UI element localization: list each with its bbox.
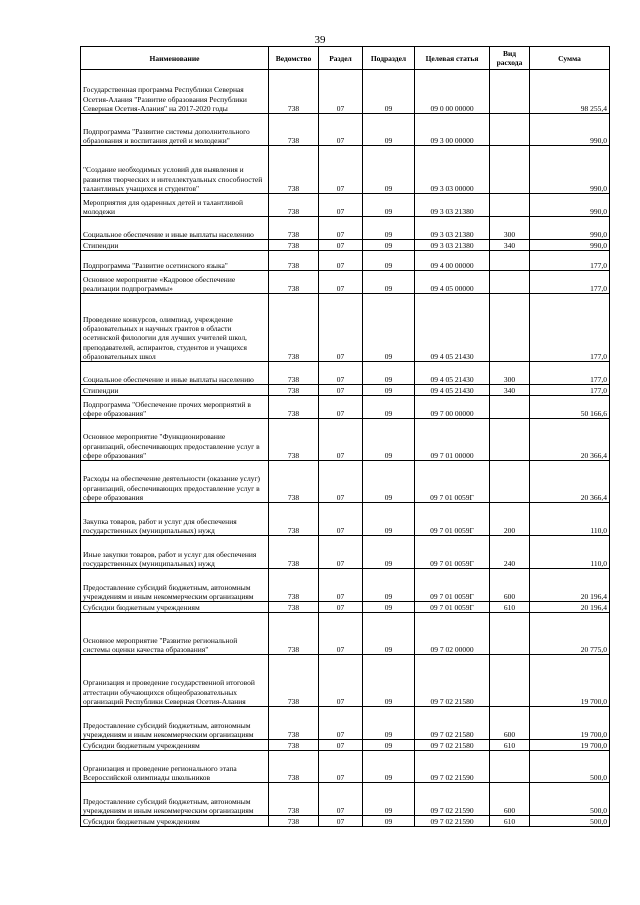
row-subsection: 09 [363, 655, 415, 707]
header-subsection: Подраздел [363, 47, 415, 70]
row-amount: 177,0 [530, 385, 610, 396]
row-section: 07 [319, 655, 363, 707]
row-department: 738 [269, 602, 319, 613]
row-section: 07 [319, 240, 363, 251]
table-row [81, 362, 610, 385]
row-target-article: 09 7 01 0059Г [415, 602, 490, 613]
row-name: Субсидии бюджетным учреждениям [81, 602, 269, 613]
table-row [81, 70, 610, 114]
row-expense-kind [490, 613, 530, 655]
row-department: 738 [269, 751, 319, 783]
row-subsection: 09 [363, 146, 415, 194]
row-department: 738 [269, 707, 319, 740]
row-amount: 990,0 [530, 194, 610, 217]
row-subsection: 09 [363, 385, 415, 396]
row-amount: 50 166,6 [530, 396, 610, 419]
row-section: 07 [319, 602, 363, 613]
row-target-article: 09 4 05 21430 [415, 362, 490, 385]
row-name: "Создание необходимых условий для выявления и развития творческих и интеллектуальных способностей талантливых учащихся и студентов" [81, 146, 269, 194]
row-expense-kind: 240 [490, 536, 530, 569]
row-name: Государственная программа Республики Северная Осетия-Алания "Развитие образования Республики Северная Осетия-Алания" на 2017-2020 годы [81, 70, 269, 114]
row-target-article: 09 7 01 0059Г [415, 569, 490, 602]
row-subsection: 09 [363, 251, 415, 271]
row-subsection: 09 [363, 602, 415, 613]
row-amount: 19 700,0 [530, 655, 610, 707]
row-department: 738 [269, 240, 319, 251]
row-name: Предоставление субсидий бюджетным, автономным учреждениям и иным некоммерческим организациям [81, 783, 269, 816]
table-header-row [81, 47, 610, 70]
row-expense-kind [490, 251, 530, 271]
row-target-article: 09 7 01 0059Г [415, 536, 490, 569]
row-expense-kind: 600 [490, 783, 530, 816]
row-department: 738 [269, 251, 319, 271]
table-row [81, 396, 610, 419]
row-expense-kind [490, 294, 530, 362]
row-department: 738 [269, 613, 319, 655]
row-expense-kind: 300 [490, 217, 530, 240]
header-target-article: Целевая статья [415, 47, 490, 70]
row-subsection: 09 [363, 740, 415, 751]
row-subsection: 09 [363, 783, 415, 816]
row-department: 738 [269, 146, 319, 194]
row-section: 07 [319, 70, 363, 114]
row-subsection: 09 [363, 419, 415, 461]
table-row [81, 536, 610, 569]
row-section: 07 [319, 146, 363, 194]
row-department: 738 [269, 194, 319, 217]
row-target-article: 09 7 02 21590 [415, 783, 490, 816]
row-expense-kind: 610 [490, 816, 530, 827]
row-target-article: 09 7 01 00000 [415, 419, 490, 461]
row-name: Предоставление субсидий бюджетным, автономным учреждениям и иным некоммерческим организациям [81, 707, 269, 740]
row-amount: 177,0 [530, 362, 610, 385]
row-name: Организация и проведение государственной итоговой аттестации обучающихся общеобразовательных организаций Республики Северная Осетия-Алания [81, 655, 269, 707]
row-department: 738 [269, 569, 319, 602]
table-row [81, 271, 610, 294]
row-section: 07 [319, 613, 363, 655]
row-amount: 500,0 [530, 783, 610, 816]
row-target-article: 09 7 02 21590 [415, 751, 490, 783]
row-amount: 110,0 [530, 536, 610, 569]
row-name: Стипендии [81, 385, 269, 396]
table-row [81, 569, 610, 602]
row-amount: 177,0 [530, 271, 610, 294]
row-name: Организация и проведение регионального этапа Всероссийской олимпиады школьников [81, 751, 269, 783]
row-amount: 990,0 [530, 114, 610, 146]
row-amount: 20 196,4 [530, 569, 610, 602]
table-row [81, 655, 610, 707]
row-section: 07 [319, 740, 363, 751]
row-name: Подпрограмма "Обеспечение прочих мероприятий в сфере образования" [81, 396, 269, 419]
row-amount: 177,0 [530, 251, 610, 271]
table-row [81, 783, 610, 816]
row-name: Подпрограмма "Развитие системы дополнительного образования и воспитания детей и молодежи" [81, 114, 269, 146]
row-expense-kind [490, 461, 530, 503]
row-target-article: 09 3 03 21380 [415, 240, 490, 251]
table-row [81, 613, 610, 655]
row-name: Стипендии [81, 240, 269, 251]
row-subsection: 09 [363, 536, 415, 569]
row-expense-kind [490, 396, 530, 419]
table-row [81, 602, 610, 613]
row-section: 07 [319, 419, 363, 461]
row-name: Подпрограмма "Развитие осетинского языка" [81, 251, 269, 271]
row-target-article: 09 7 02 21580 [415, 655, 490, 707]
row-subsection: 09 [363, 240, 415, 251]
row-expense-kind [490, 70, 530, 114]
budget-table [80, 46, 610, 827]
row-target-article: 09 7 02 21590 [415, 816, 490, 827]
row-department: 738 [269, 362, 319, 385]
row-department: 738 [269, 536, 319, 569]
row-expense-kind [490, 114, 530, 146]
row-target-article: 09 7 02 21580 [415, 740, 490, 751]
row-name: Субсидии бюджетным учреждениям [81, 740, 269, 751]
row-amount: 110,0 [530, 503, 610, 536]
row-target-article: 09 4 05 21430 [415, 294, 490, 362]
row-department: 738 [269, 217, 319, 240]
row-expense-kind: 610 [490, 740, 530, 751]
row-name: Основное мероприятие "Развитие региональной системы оценки качества образования" [81, 613, 269, 655]
row-department: 738 [269, 503, 319, 536]
header-department: Ведомство [269, 47, 319, 70]
row-amount: 98 255,4 [530, 70, 610, 114]
row-name: Основное мероприятие «Кадровое обеспечение реализации подпрограммы» [81, 271, 269, 294]
table-row [81, 461, 610, 503]
row-target-article: 09 4 05 21430 [415, 385, 490, 396]
row-name: Социальное обеспечение и иные выплаты населению [81, 362, 269, 385]
row-section: 07 [319, 385, 363, 396]
row-name: Мероприятия для одаренных детей и талантливой молодежи [81, 194, 269, 217]
row-subsection: 09 [363, 396, 415, 419]
table-row [81, 114, 610, 146]
row-subsection: 09 [363, 569, 415, 602]
row-expense-kind [490, 419, 530, 461]
row-section: 07 [319, 751, 363, 783]
row-target-article: 09 0 00 00000 [415, 70, 490, 114]
row-section: 07 [319, 816, 363, 827]
row-target-article: 09 3 03 21380 [415, 194, 490, 217]
row-amount: 500,0 [530, 751, 610, 783]
header-name: Наименование [81, 47, 269, 70]
row-subsection: 09 [363, 271, 415, 294]
table-row [81, 740, 610, 751]
table-row [81, 816, 610, 827]
row-amount: 990,0 [530, 217, 610, 240]
row-name: Проведение конкурсов, олимпиад, учреждение образовательных и научных грантов в области осетинской филологии для лучших учителей школ, преподавателей, аспирантов, студентов и учащихся образовательных школ [81, 294, 269, 362]
row-expense-kind: 610 [490, 602, 530, 613]
row-target-article: 09 4 00 00000 [415, 251, 490, 271]
row-department: 738 [269, 461, 319, 503]
row-department: 738 [269, 740, 319, 751]
row-name: Расходы на обеспечение деятельности (оказание услуг) организаций, обеспечивающих предоставление услуг в сфере образования [81, 461, 269, 503]
row-expense-kind [490, 146, 530, 194]
row-expense-kind: 340 [490, 385, 530, 396]
row-subsection: 09 [363, 114, 415, 146]
row-department: 738 [269, 385, 319, 396]
row-name: Субсидии бюджетным учреждениям [81, 816, 269, 827]
row-section: 07 [319, 396, 363, 419]
row-name: Предоставление субсидий бюджетным, автономным учреждениям и иным некоммерческим организациям [81, 569, 269, 602]
row-target-article: 09 7 00 00000 [415, 396, 490, 419]
table-row [81, 751, 610, 783]
row-subsection: 09 [363, 362, 415, 385]
row-section: 07 [319, 707, 363, 740]
page-number: 39 [314, 34, 326, 46]
row-department: 738 [269, 655, 319, 707]
row-section: 07 [319, 194, 363, 217]
row-expense-kind: 300 [490, 362, 530, 385]
row-department: 738 [269, 271, 319, 294]
row-target-article: 09 7 02 00000 [415, 613, 490, 655]
table-row [81, 251, 610, 271]
row-subsection: 09 [363, 707, 415, 740]
row-subsection: 09 [363, 70, 415, 114]
row-amount: 500,0 [530, 816, 610, 827]
row-expense-kind [490, 655, 530, 707]
row-target-article: 09 7 01 0059Г [415, 461, 490, 503]
table-row [81, 146, 610, 194]
row-subsection: 09 [363, 751, 415, 783]
row-department: 738 [269, 70, 319, 114]
row-subsection: 09 [363, 503, 415, 536]
row-section: 07 [319, 362, 363, 385]
row-section: 07 [319, 461, 363, 503]
header-section: Раздел [319, 47, 363, 70]
row-amount: 19 700,0 [530, 740, 610, 751]
row-expense-kind [490, 751, 530, 783]
row-section: 07 [319, 114, 363, 146]
row-target-article: 09 7 01 0059Г [415, 503, 490, 536]
table-row [81, 385, 610, 396]
row-expense-kind: 600 [490, 569, 530, 602]
row-subsection: 09 [363, 613, 415, 655]
row-name: Иные закупки товаров, работ и услуг для обеспечения государственных (муниципальных) нужд [81, 536, 269, 569]
row-expense-kind: 200 [490, 503, 530, 536]
header-expense-kind: Вид расхода [490, 47, 530, 70]
row-target-article: 09 3 03 00000 [415, 146, 490, 194]
row-section: 07 [319, 271, 363, 294]
table-row [81, 217, 610, 240]
row-section: 07 [319, 217, 363, 240]
row-section: 07 [319, 251, 363, 271]
row-name: Закупка товаров, работ и услуг для обеспечения государственных (муниципальных) нужд [81, 503, 269, 536]
row-subsection: 09 [363, 294, 415, 362]
row-amount: 20 366,4 [530, 419, 610, 461]
row-amount: 20 196,4 [530, 602, 610, 613]
row-subsection: 09 [363, 217, 415, 240]
row-department: 738 [269, 419, 319, 461]
table-row [81, 194, 610, 217]
row-expense-kind [490, 194, 530, 217]
header-amount: Сумма [530, 47, 610, 70]
table-row [81, 294, 610, 362]
table-row [81, 707, 610, 740]
row-subsection: 09 [363, 194, 415, 217]
row-name: Основное мероприятие "Функционирование организаций, обеспечивающих предоставление услуг в сфере образования" [81, 419, 269, 461]
row-expense-kind [490, 271, 530, 294]
row-section: 07 [319, 783, 363, 816]
row-section: 07 [319, 503, 363, 536]
row-section: 07 [319, 294, 363, 362]
row-department: 738 [269, 816, 319, 827]
row-expense-kind: 340 [490, 240, 530, 251]
row-amount: 990,0 [530, 146, 610, 194]
row-department: 738 [269, 396, 319, 419]
row-department: 738 [269, 114, 319, 146]
row-expense-kind: 600 [490, 707, 530, 740]
row-section: 07 [319, 536, 363, 569]
row-amount: 20 366,4 [530, 461, 610, 503]
row-department: 738 [269, 294, 319, 362]
row-name: Социальное обеспечение и иные выплаты населению [81, 217, 269, 240]
row-subsection: 09 [363, 816, 415, 827]
row-target-article: 09 3 03 21380 [415, 217, 490, 240]
table-row [81, 419, 610, 461]
row-amount: 990,0 [530, 240, 610, 251]
row-amount: 20 775,0 [530, 613, 610, 655]
table-row [81, 503, 610, 536]
row-amount: 177,0 [530, 294, 610, 362]
row-department: 738 [269, 783, 319, 816]
row-target-article: 09 7 02 21580 [415, 707, 490, 740]
row-subsection: 09 [363, 461, 415, 503]
row-section: 07 [319, 569, 363, 602]
row-amount: 19 700,0 [530, 707, 610, 740]
table-row [81, 240, 610, 251]
row-target-article: 09 3 00 00000 [415, 114, 490, 146]
row-target-article: 09 4 05 00000 [415, 271, 490, 294]
